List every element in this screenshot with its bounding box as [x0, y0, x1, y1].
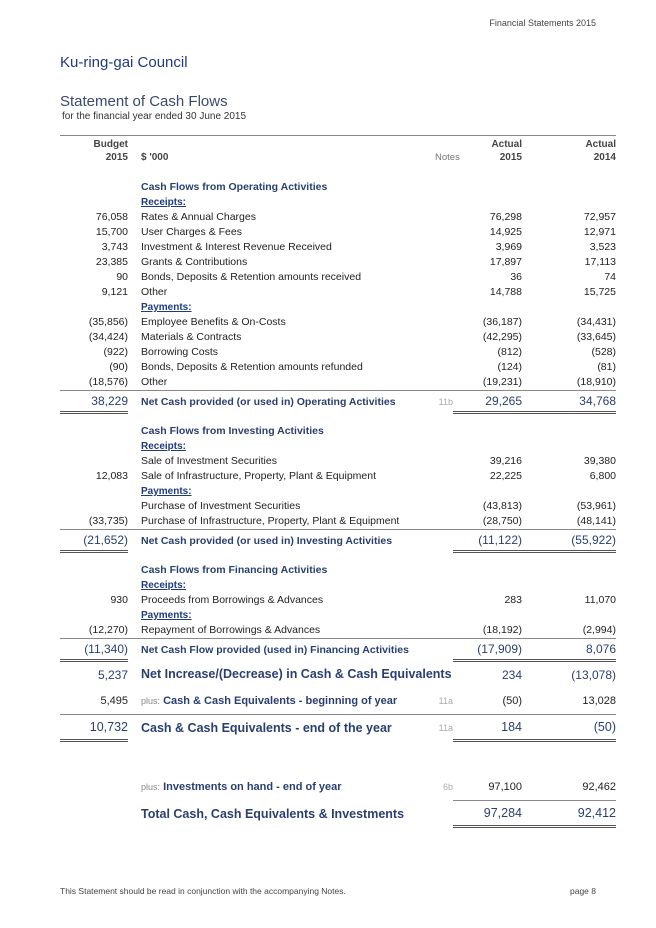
actual-2014-year-header: 2014 — [593, 152, 616, 163]
financing-section-heading-row — [60, 563, 616, 578]
financing-net-row: (11,340) Net Cash Flow provided (used in) Financing Activities (17,909) 8,076 — [60, 639, 616, 661]
table-row: Sale of Investment Securities 39,216 39,380 — [141, 455, 616, 467]
budget-column-header: Budget — [93, 139, 128, 150]
table-row: 3,743 Investment & Interest Revenue Received 3,969 3,523 — [101, 241, 616, 253]
plus-prefix: plus: — [141, 782, 161, 793]
footer-note: This Statement should be read in conjunction with the accompanying Notes. — [60, 886, 346, 896]
column-header-row-2 — [60, 151, 616, 164]
table-row: (12,270) Repayment of Borrowings & Advances (18,192) (2,994) — [88, 624, 616, 636]
table-row: 76,058 Rates & Annual Charges 76,298 72,957 — [95, 211, 616, 223]
actual-2015-column-header: Actual — [491, 139, 522, 150]
investments-label: Investments on hand - end of year — [163, 781, 342, 794]
investments-row: plus: Investments on hand - end of year 6b 97,100 92,462 — [141, 781, 616, 794]
header-rule — [60, 135, 616, 136]
investing-section-heading-row — [60, 424, 616, 439]
statement-title: Statement of Cash Flows — [60, 93, 228, 110]
plus-prefix: plus: — [141, 696, 161, 706]
page-number: page 8 — [570, 886, 596, 896]
statement-subtitle: for the financial year ended 30 June 2015 — [62, 111, 247, 122]
table-row: (922) Borrowing Costs (812) (528) — [103, 346, 616, 358]
table-row: 23,385 Grants & Contributions 17,897 17,113 — [95, 256, 616, 268]
operating-net-row: 38,229 Net Cash provided (or used in) Operating Activities 11b 29,265 34,768 — [60, 391, 616, 413]
table-row: (35,856) Employee Benefits & On-Costs (36,187) (34,431) — [88, 316, 616, 328]
investing-net-row: (21,652) Net Cash provided (or used in) Investing Activities (11,122) (55,922) — [60, 530, 616, 552]
table-row: (18,576) Other (19,231) (18,910) — [88, 376, 616, 388]
actual-2015-year-header: 2015 — [499, 152, 522, 163]
table-row: 12,083 Sale of Infrastructure, Property, Plant & Equipment 22,225 6,800 — [95, 470, 616, 482]
ending-cash-row: 10,732 Cash & Cash Equivalents - end of the year 11a 184 (50) — [60, 715, 616, 741]
operating-section-heading: Cash Flows from Operating Activities — [141, 181, 328, 193]
investing-section-heading: Cash Flows from Investing Activities — [141, 425, 324, 437]
financing-payments-label: Payments: — [141, 610, 192, 621]
operating-receipts-label: Receipts: — [141, 197, 187, 208]
table-row: 930 Proceeds from Borrowings & Advances 283 11,070 — [110, 594, 616, 606]
beginning-cash-row: 5,495 plus: Cash & Cash Equivalents - beginning of year 11a (50) 13,028 — [100, 695, 616, 707]
table-row: 9,121 Other 14,788 15,725 — [101, 286, 616, 298]
notes-column-header: Notes — [435, 152, 460, 163]
unit-header: $ '000 — [141, 152, 169, 163]
table-row: (34,424) Materials & Contracts (42,295) (33,645) — [88, 331, 616, 343]
cash-flow-table — [60, 138, 616, 828]
table-row: 90 Bonds, Deposits & Retention amounts received 36 74 — [116, 271, 616, 283]
operating-payments-label: Payments: — [141, 302, 192, 313]
beginning-cash-label: Cash & Cash Equivalents - beginning of year — [163, 695, 398, 707]
total-row: Total Cash, Cash Equivalents & Investments 97,284 92,412 — [60, 801, 616, 827]
financing-receipts-label: Receipts: — [141, 580, 187, 591]
operating-section-heading-row — [60, 180, 616, 195]
net-increase-row: 5,237 Net Increase/(Decrease) in Cash & Cash Equivalents 234 (13,078) — [97, 667, 616, 682]
table-row: (33,735) Purchase of Infrastructure, Property, Plant & Equipment (28,750) (48,141) — [88, 515, 616, 527]
financing-section-heading: Cash Flows from Financing Activities — [141, 564, 328, 576]
table-row: 15,700 User Charges & Fees 14,925 12,971 — [95, 226, 616, 238]
actual-2014-column-header: Actual — [585, 139, 616, 150]
investing-payments-label: Payments: — [141, 486, 192, 497]
table-row: (90) Bonds, Deposits & Retention amounts refunded (124) (81) — [109, 361, 616, 373]
column-header-row-1 — [60, 138, 616, 151]
council-name: Ku-ring-gai Council — [60, 54, 188, 71]
document-header-title: Financial Statements 2015 — [489, 18, 596, 28]
table-row: Purchase of Investment Securities (43,813) (53,961) — [141, 500, 616, 512]
budget-year-header: 2015 — [105, 152, 128, 163]
investing-receipts-label: Receipts: — [141, 441, 187, 452]
